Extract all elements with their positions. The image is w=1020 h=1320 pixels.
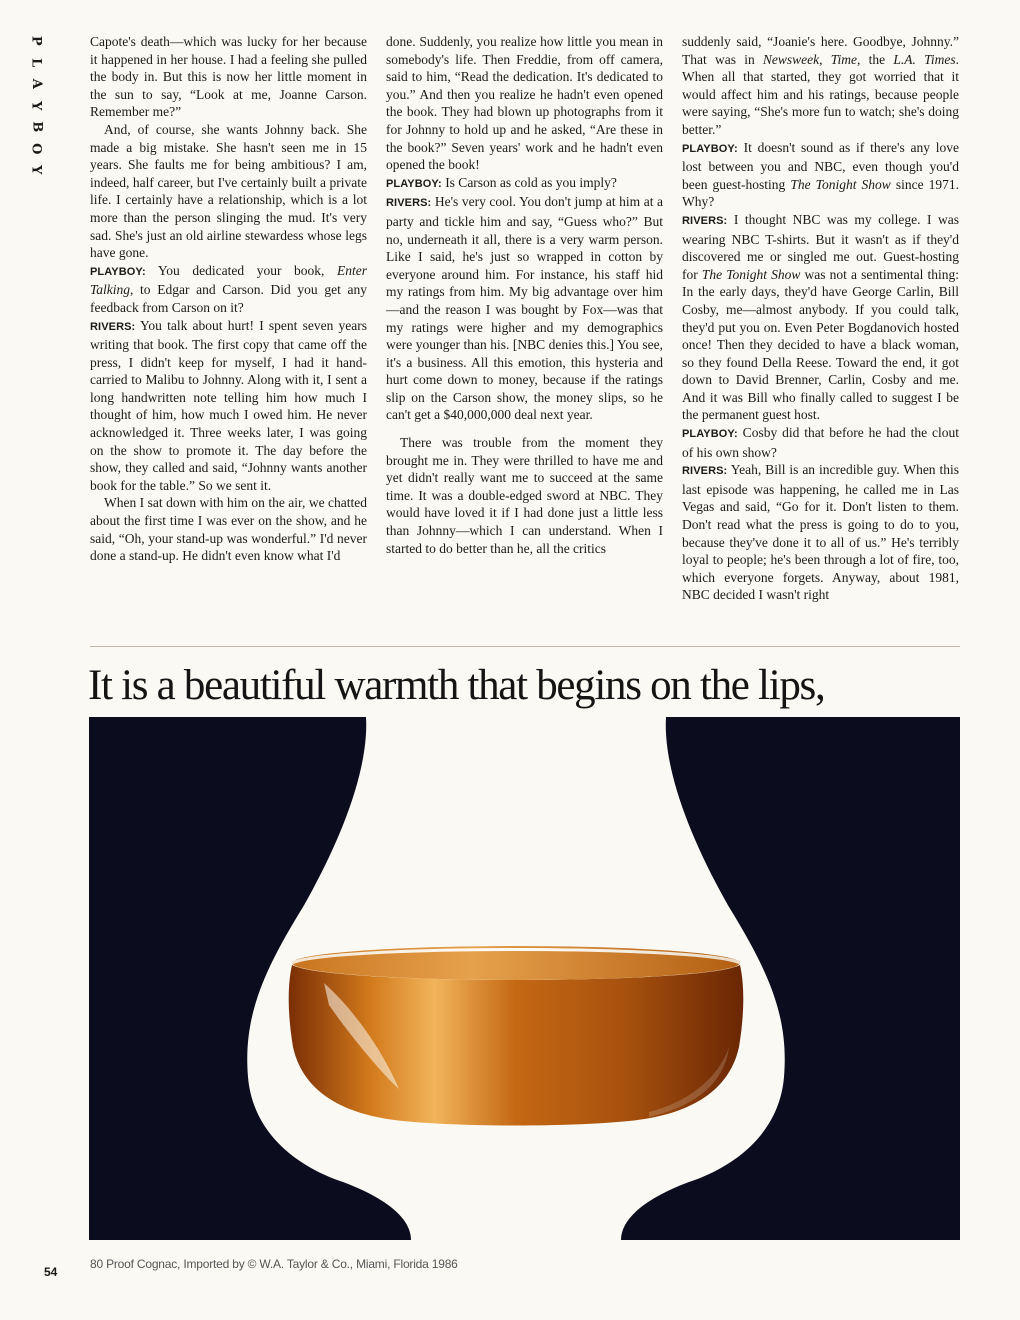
paragraph-text: suddenly said, “Joanie's here. Goodbye, Johnny.” That was in	[682, 34, 959, 67]
paragraph-text: . When all that started, they got worried that it would affect him and his ratings, because people were saying, “She's more fun to watch; she's doing better.”	[682, 51, 959, 137]
running-head-letter: Y	[28, 165, 44, 175]
show-title: The Tonight Show	[701, 266, 801, 282]
interview-answer	[386, 193, 663, 424]
paragraph: There was trouble from the moment they brought me in. They were thrilled to have me and yet didn't really want me to succeed at the same time. It was a double-edged sword at NBC. They would have loved it if I had done just a little less than Johnny—which I can understand. When I started to do better than he, all the critics	[386, 435, 663, 556]
page-number: 54	[44, 1265, 58, 1279]
article-column-2	[386, 33, 663, 557]
answer-text: Yeah, Bill is an incredible guy. When this last episode was happening, he called me in Las Vegas and said, “Go for it. Don't listen to them. Don't read what the press is going to do to you, because they've done it to all of us.” He's terribly loyal to people; he's been through a lot of fire, too, which everyone forgets. Anyway, about 1981, NBC decided I wasn't right	[682, 462, 959, 603]
interview-question	[682, 139, 959, 211]
publication-title: Time	[830, 51, 858, 67]
interview-question	[386, 174, 663, 194]
speaker-label: RIVERS:	[682, 214, 728, 227]
paragraph: Capote's death—which was lucky for her because it happened in her house. I had a feeling she pulled the body in. But this is now her little moment in the sun to say, “Look at me, Joanne Carson. Remember me?”	[90, 34, 367, 120]
answer-text: I thought NBC was my college. I was wearing NBC T-shirts. But it wasn't as if they'd discovered me or singled me out. Guest-hosting for	[682, 211, 959, 282]
running-head-letter: P	[28, 35, 44, 46]
speaker-label: PLAYBOY:	[682, 428, 738, 441]
ad-headline: It is a beautiful warmth that begins on the lips,	[88, 662, 825, 709]
show-title: The Tonight Show	[790, 176, 891, 192]
speaker-label: PLAYBOY:	[682, 142, 738, 155]
divider-rule	[90, 646, 960, 647]
paragraph	[682, 33, 959, 139]
answer-text: You talk about hurt! I spent seven years writing that book. The first copy that came off the press, I didn't keep for myself, I had it hand-carried to Malibu to Johnny. Along with it, I sent a long handwritten note telling him how much I thought of him, how much I owed him. He never acknowledged it. Three weeks later, I was going on the show to promote it. The day before the show, they called and said, “Johnny wants another book for the table.” So we sent it.	[90, 317, 367, 493]
interview-question	[682, 424, 959, 461]
running-head-letter: B	[28, 121, 44, 133]
interview-answer	[90, 317, 367, 495]
question-text: since 1971. Why?	[682, 176, 959, 210]
paragraph-text: , the	[857, 51, 894, 67]
question-text: Is Carson as cold as you imply?	[441, 174, 617, 190]
question-text: , to Edgar and Carson. Did you get any feedback from Carson on it?	[90, 282, 367, 315]
article-column-3	[682, 33, 959, 604]
interview-question	[90, 262, 367, 317]
answer-text: He's very cool. You don't jump at him at a party and tickle him and say, “Guess who?” But no, underneath it all, there is a very warm person. Like I said, he's just so wrapped in cotton by everyone around him. For instance, his staff hid my ratings from him. My big advantage over him—and the reason I was bought by Fox—was that my ratings were higher and my demographics were younger than his. [NBC denies this.] You see, it's a business. All this emotion, this hysteria and hurt come down to money, because if the ratings slip on the Carson show, the money slips, so he can't get a $40,000,000 deal next year.	[386, 194, 663, 423]
publication-title: L.A. Times	[893, 51, 956, 67]
running-head-letter: Y	[28, 100, 44, 110]
paragraph-text: ,	[819, 51, 831, 67]
running-head-letter: O	[28, 142, 44, 154]
question-text: Cosby did that before he had the clout of his own show?	[682, 425, 959, 460]
paragraph: When I sat down with him on the air, we chatted about the first time I was ever on the show, and he said, “Oh, your stand-up was wonderful.” I'd never done a stand-up. He didn't even know what I'd	[90, 495, 367, 564]
speaker-label: RIVERS:	[682, 465, 728, 478]
question-text: You dedicated your book,	[145, 262, 337, 278]
question-text: It doesn't sound as if there's any love lost between you and NBC, even though you'd been guest-hosting	[682, 139, 959, 192]
speaker-label: PLAYBOY:	[90, 265, 146, 278]
speaker-label: RIVERS:	[90, 320, 136, 333]
publication-title: Newsweek	[762, 51, 820, 67]
cognac-surface	[292, 946, 740, 980]
interview-answer	[682, 211, 959, 424]
answer-text: was not a sentimental thing: In the early days, they'd have George Carlin, Bill Cosby, me—almost anybody. If you could talk, they'd put you on. Even Peter Bogdanovich hosted once! Then they decided to have a black woman, so they found Della Reese. Toward the end, it got down to David Brenner, Carlin, Cosby and me. And it was Bill who finally called to suggest I be the permanent guest host.	[682, 266, 959, 423]
cognac-liquid	[289, 965, 744, 1126]
running-head-letter: L	[28, 57, 44, 67]
running-head	[26, 30, 46, 181]
paragraph: And, of course, she wants Johnny back. She made a big mistake. She hasn't seen me in 15 years. She faults me for being ambitious? I am, indeed, half career, but I've certainly built a private life. I certainly have a relationship, which is a lot more than the person slinging the mud. It's very sad. She's just an old airline stewardess whose legs have gone.	[90, 121, 367, 261]
article-column-1	[90, 33, 367, 565]
running-head-letter: A	[28, 78, 44, 89]
speaker-label: PLAYBOY:	[386, 177, 442, 190]
paragraph: done. Suddenly, you realize how little you mean in somebody's life. Then Freddie, from off camera, said to him, “Read the dedication. It's dedicated to you.” And then you realize he hadn't even opened the book. They had blown up photographs from it for Johnny to hold up and he asked, “Are these in the book?” Seven years' work and he hadn't even opened the book!	[386, 34, 663, 173]
ad-fineprint: 80 Proof Cognac, Imported by © W.A. Taylor & Co., Miami, Florida 1986	[90, 1257, 458, 1271]
book-title: Enter Talking	[90, 262, 367, 298]
cognac-glass-image	[89, 717, 960, 1240]
speaker-label: RIVERS:	[386, 197, 432, 210]
interview-answer	[682, 461, 959, 604]
